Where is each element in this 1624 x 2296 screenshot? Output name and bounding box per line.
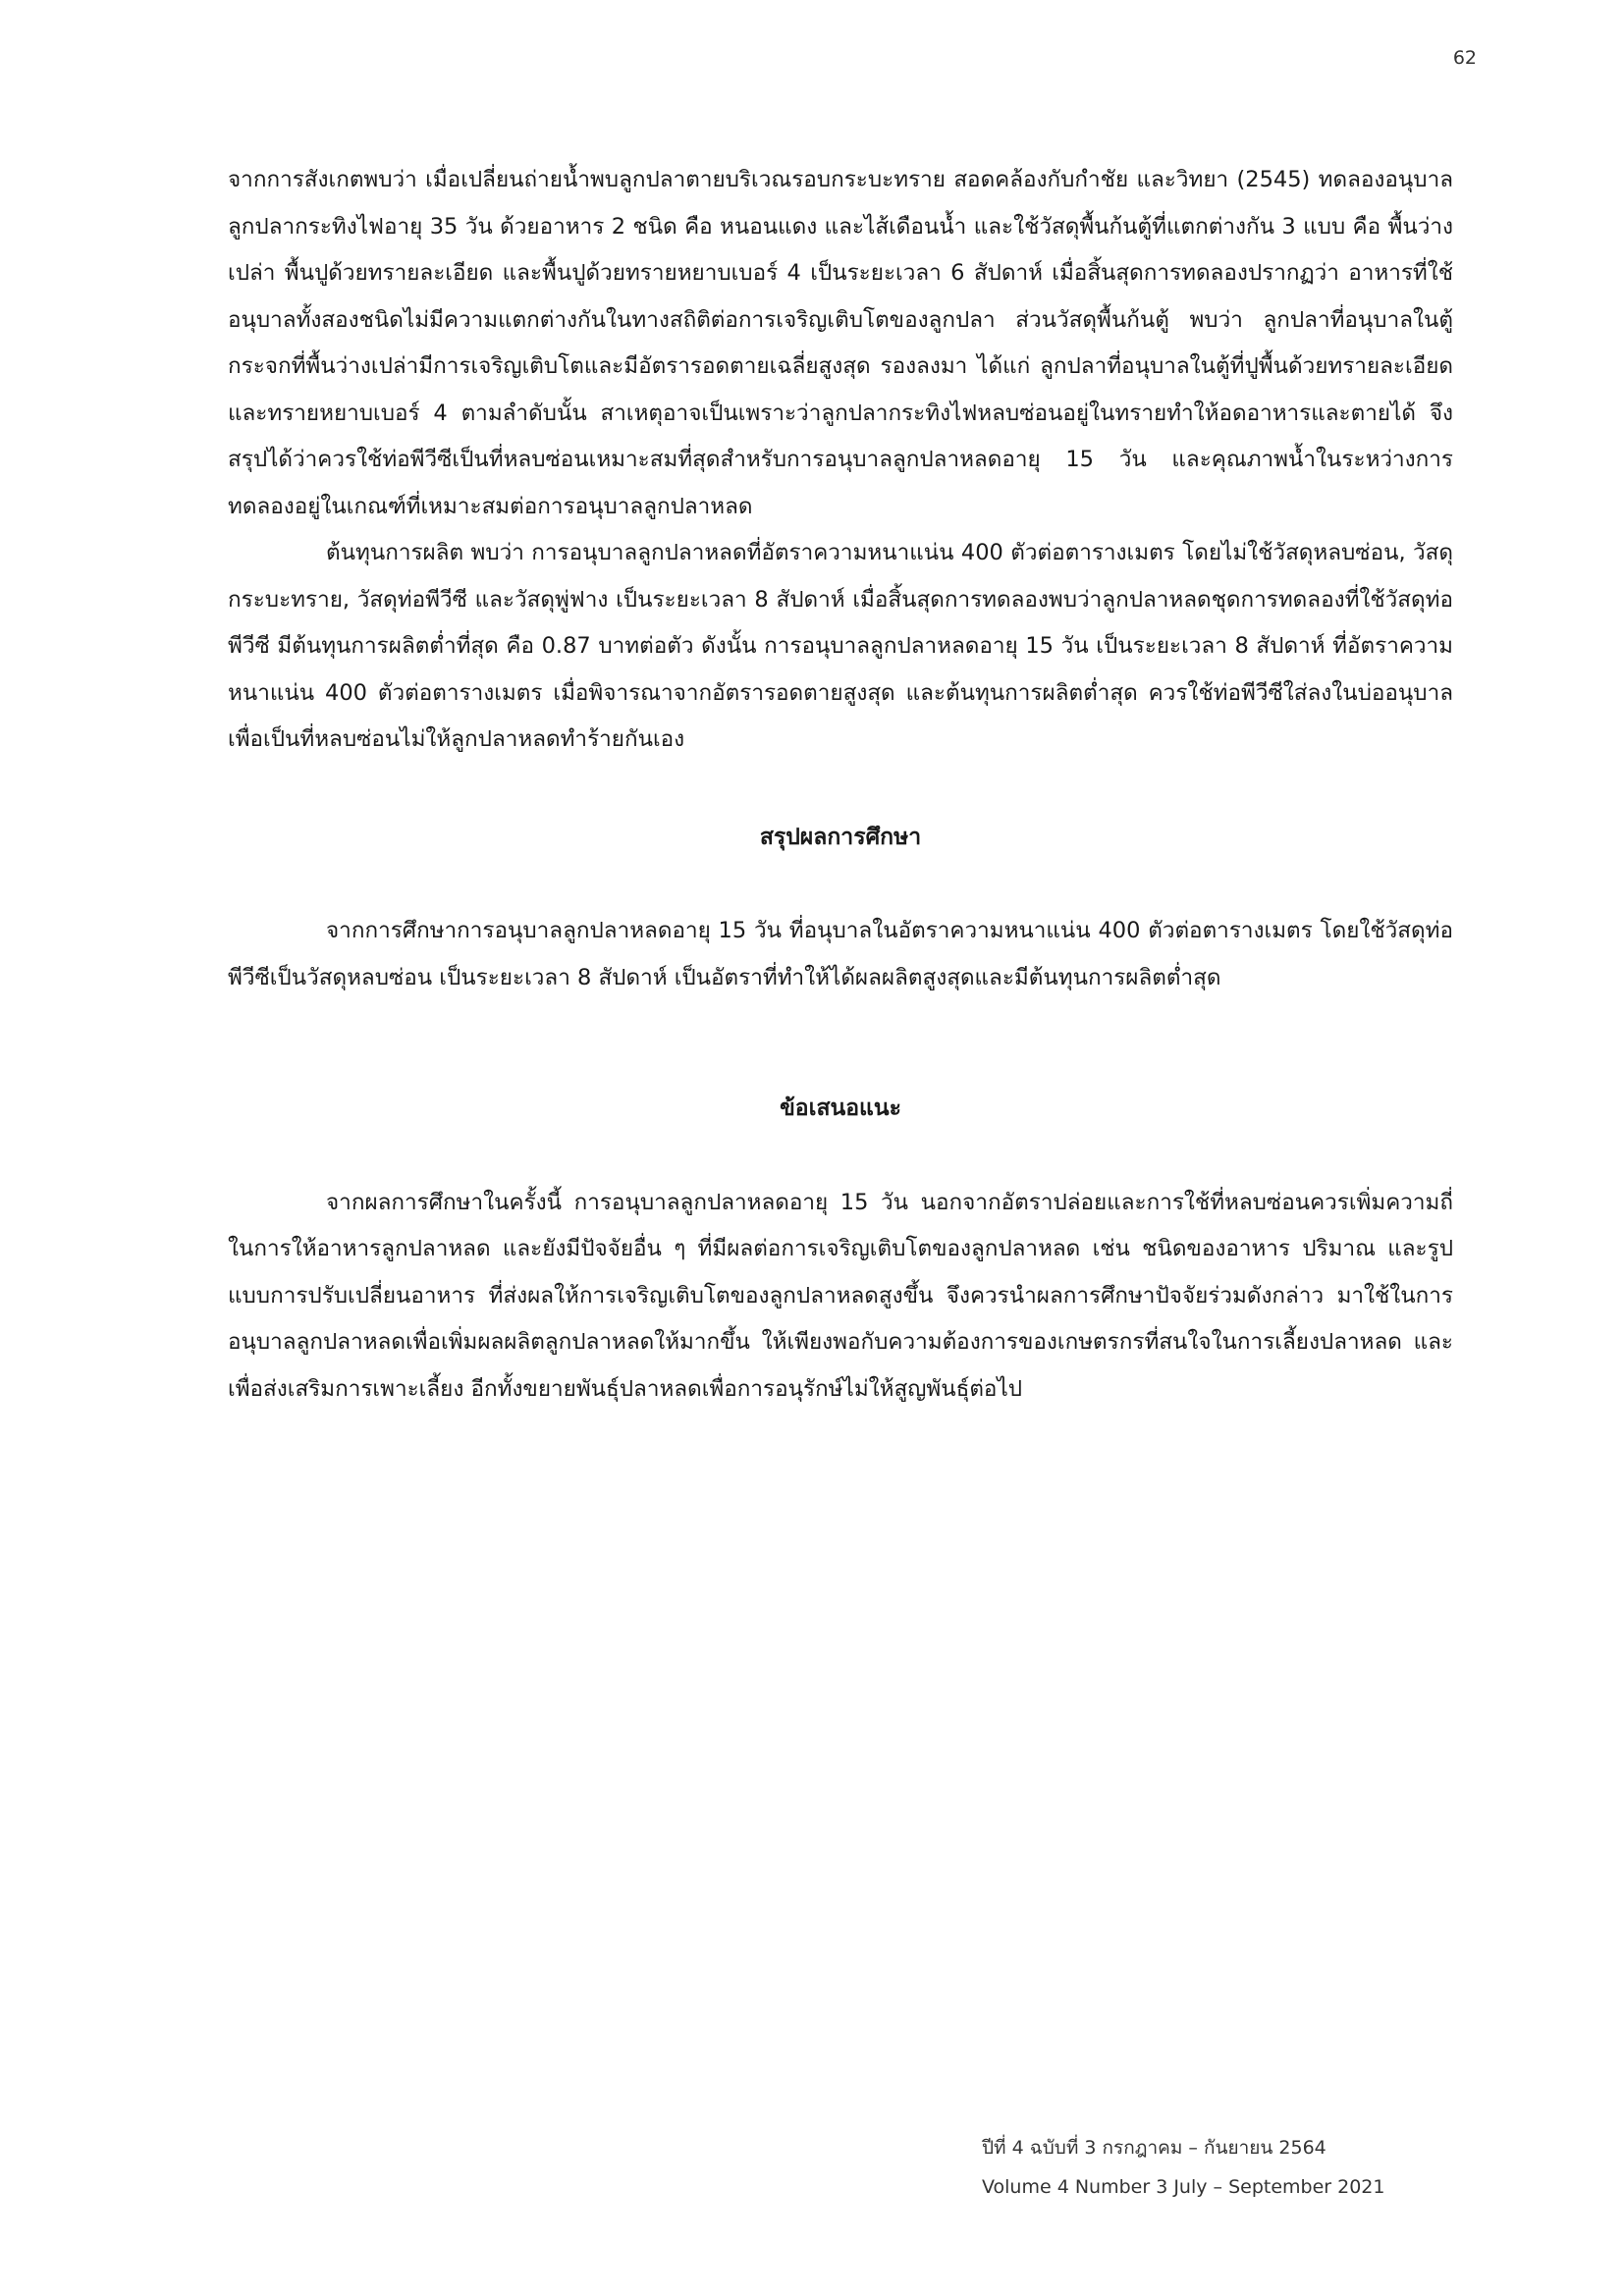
suggestion-paragraph: จากผลการศึกษาในครั้งนี้ การอนุบาลลูกปลาหลดอายุ 15 วัน นอกจากอัตราปล่อยและการใช้ที่หลบซ่อนควรเพิ่มความถี่ในการให้อาหารลูกปลาหลด และยังมีปัจจัยอื่น ๆ ที่มีผลต่อการเจริญเติบโตของลูกปลาหลด เช่น ชนิดของอาหาร ปริมาณ และรูปแบบการปรับเปลี่ยนอาหาร ที่ส่งผลให้การเจริญเติบโตของลูกปลาหลดสูงขึ้น จึงควรนำผลการศึกษาปัจจัยร่วมดังกล่าว มาใช้ในการอนุบาลลูกปลาหลดเพื่อเพิ่มผลผลิตลูกปลาหลดให้มากขึ้น ให้เพียงพอกับความต้องการของเกษตรกรที่สนใจในการเลี้ยงปลาหลด และเพื่อส่งเสริมการเพาะเลี้ยง อีกทั้งขยายพันธุ์ปลาหลดเพื่อการอนุรักษ์ไม่ให้สูญพันธุ์ต่อไป: [228, 1189, 1453, 1402]
observation-paragraph: จากการสังเกตพบว่า เมื่อเปลี่ยนถ่ายน้ำพบลูกปลาตายบริเวณรอบกระบะทราย สอดคล้องกับกำชัย และวิทยา (2545) ทดลองอนุบาลลูกปลากระทิงไฟอายุ 35 วัน ด้วยอาหาร 2 ชนิด คือ หนอนแดง และไส้เดือนน้ำ และใช้วัสดุพื้นก้นตู้ที่แตกต่างกัน 3 แบบ คือ พื้นว่างเปล่า พื้นปูด้วยทรายละเอียด และพื้นปูด้วยทรายหยาบเบอร์ 4 เป็นระยะเวลา 6 สัปดาห์ เมื่อสิ้นสุดการทดลองปรากฏว่า อาหารที่ใช้อนุบาลทั้งสองชนิดไม่มีความแตกต่างกันในทางสถิติต่อการเจริญเติบโตของลูกปลา ส่วนวัสดุพื้นก้นตู้ พบว่า ลูกปลาที่อนุบาลในตู้กระจกที่พื้นว่างเปล่ามีการเจริญเติบโตและมีอัตรารอดตายเฉลี่ยสูงสุด รองลงมา ได้แก่ ลูกปลาที่อนุบาลในตู้ที่ปูพื้นด้วยทรายละเอียด และทรายหยาบเบอร์ 4 ตามลำดับนั้น สาเหตุอาจเป็นเพราะว่าลูกปลากระทิงไฟหลบซ่อนอยู่ในทรายทำให้อดอาหารและตายได้ จึงสรุปได้ว่าควรใช้ท่อพีวีซีเป็นที่หลบซ่อนเหมาะสมที่สุดสำหรับการอนุบาลลูกปลาหลดอายุ 15 วัน และคุณภาพน้ำในระหว่างการทดลองอยู่ในเกณฑ์ที่เหมาะสมต่อการอนุบาลลูกปลาหลด: [228, 167, 1453, 519]
conclusion-heading: สรุปผลการศึกษา: [759, 824, 922, 850]
suggestion-heading: ข้อเสนอแนะ: [780, 1095, 901, 1121]
footer-issue-english: Volume 4 Number 3 July – September 2021: [982, 2176, 1385, 2198]
conclusion-paragraph: จากการศึกษาการอนุบาลลูกปลาหลดอายุ 15 วัน ที่อนุบาลในอัตราความหนาแน่น 400 ตัวต่อตารางเมตร โดยใช้วัสดุท่อพีวีซีเป็นวัสดุหลบซ่อน เป็นระยะเวลา 8 สัปดาห์ เป็นอัตราที่ทำให้ได้ผลผลิตสูงสุดและมีต้นทุนการผลิตต่ำสุด: [228, 918, 1453, 990]
page-number: 62: [1452, 47, 1477, 69]
article-body: [228, 157, 1453, 1413]
production-cost-paragraph: ต้นทุนการผลิต พบว่า การอนุบาลลูกปลาหลดที่อัตราความหนาแน่น 400 ตัวต่อตารางเมตร โดยไม่ใช้วัสดุหลบซ่อน, วัสดุกระบะทราย, วัสดุท่อพีวีซี และวัสดุพู่ฟาง เป็นระยะเวลา 8 สัปดาห์ เมื่อสิ้นสุดการทดลองพบว่าลูกปลาหลดชุดการทดลองที่ใช้วัสดุท่อพีวีซี มีต้นทุนการผลิตต่ำที่สุด คือ 0.87 บาทต่อตัว ดังนั้น การอนุบาลลูกปลาหลดอายุ 15 วัน เป็นระยะเวลา 8 สัปดาห์ ที่อัตราความหนาแน่น 400 ตัวต่อตารางเมตร เมื่อพิจารณาจากอัตรารอดตายสูงสุด และต้นทุนการผลิตต่ำสุด ควรใช้ท่อพีวีซีใส่ลงในบ่ออนุบาลเพื่อเป็นที่หลบซ่อนไม่ให้ลูกปลาหลดทำร้ายกันเอง: [228, 540, 1453, 752]
journal-footer: [982, 2128, 1385, 2207]
footer-issue-thai: ปีที่ 4 ฉบับที่ 3 กรกฎาคม – กันยายน 2564: [982, 2137, 1326, 2159]
